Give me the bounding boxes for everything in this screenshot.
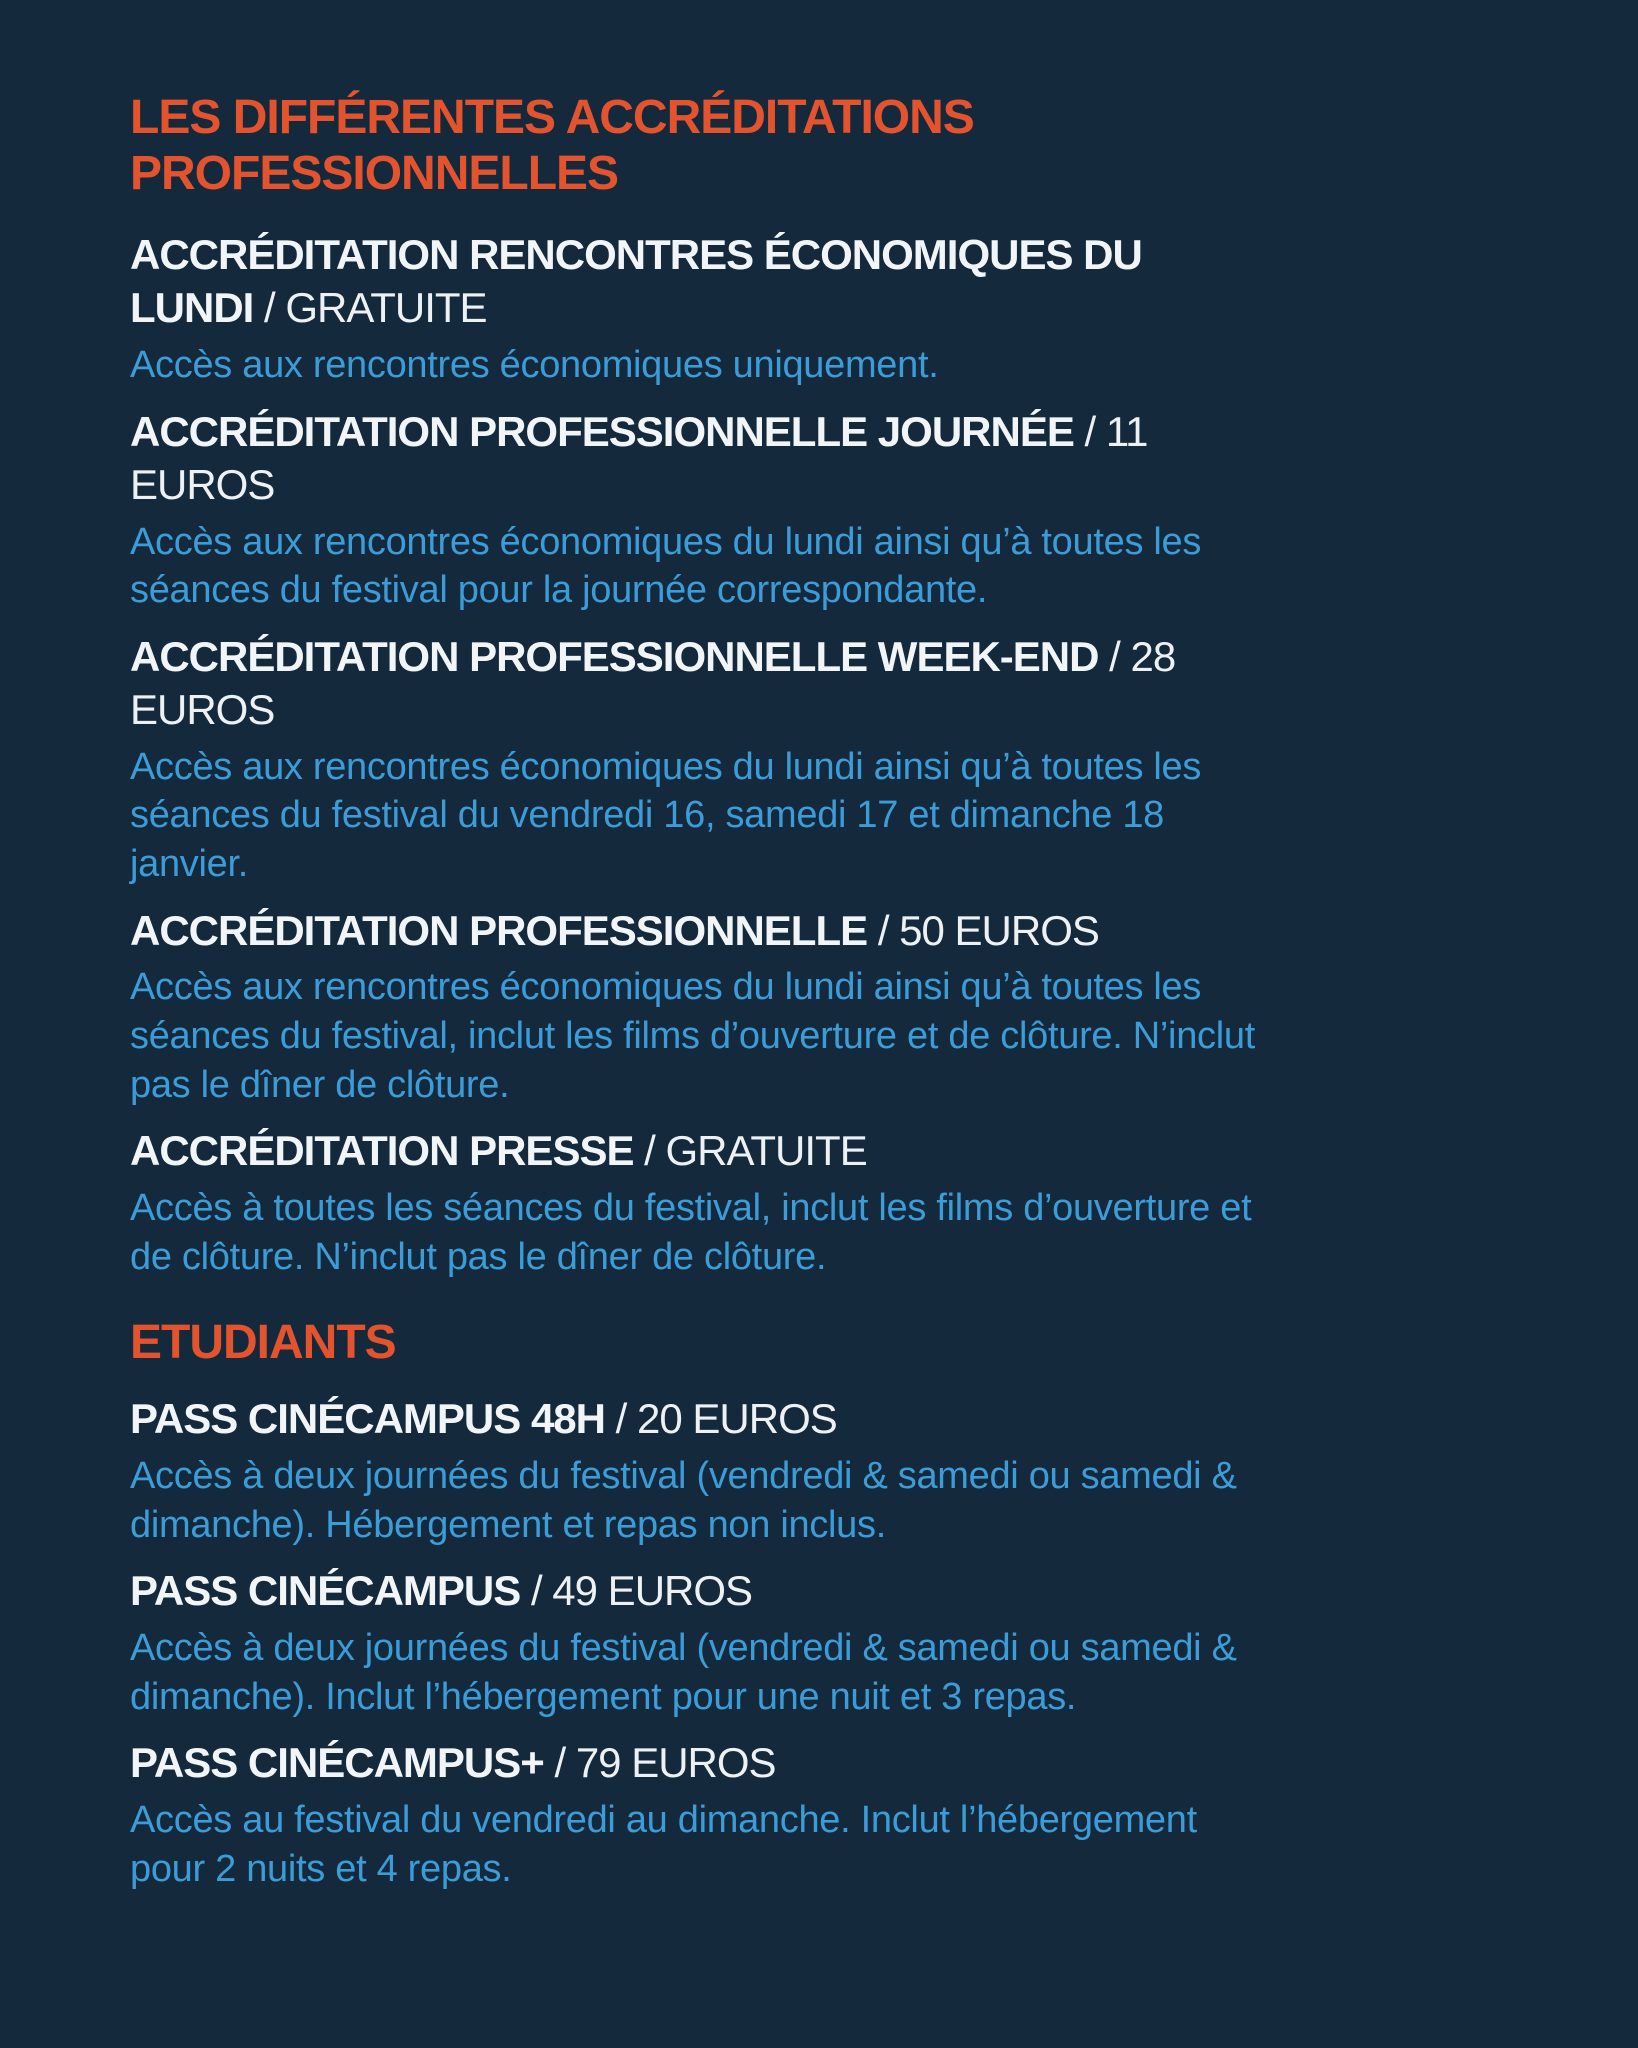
accreditation-price: / 11 EUROS <box>130 407 1148 508</box>
accreditation-price: / GRATUITE <box>264 284 487 332</box>
section-professional-accreditations <box>130 90 1578 1281</box>
accreditation-price: / 79 EUROS <box>554 1739 776 1787</box>
accreditation-name: ACCRÉDITATION PROFESSIONNELLE WEEK-END <box>130 632 1099 680</box>
accreditation-description: Accès aux rencontres économiques uniquement. <box>130 344 939 387</box>
accreditation-description: Accès à deux journées du festival (vendredi & samedi ou samedi & dimanche). Inclut l’hébergement pour une nuit et 3 repas. <box>130 1627 1237 1718</box>
section-heading: LES DIFFÉRENTES ACCRÉDITATIONS PROFESSIONNELLES <box>130 91 974 200</box>
accreditation-item <box>130 1125 1578 1281</box>
accreditation-description: Accès aux rencontres économiques du lundi ainsi qu’à toutes les séances du festival pour la journée correspondante. <box>130 520 1202 612</box>
accreditation-name: PASS CINÉCAMPUS 48H <box>130 1395 605 1443</box>
accreditation-description: Accès à toutes les séances du festival, inclut les films d’ouverture et de clôture. N’inclut pas le dîner de clôture. <box>130 1187 1252 1278</box>
accreditation-item <box>130 406 1578 615</box>
accreditation-price: / 20 EUROS <box>615 1395 837 1443</box>
accreditation-price: / 49 EUROS <box>530 1567 753 1615</box>
accreditation-title <box>130 1737 1190 1790</box>
accreditation-description: Accès à deux journées du festival (vendredi & samedi ou samedi & dimanche). Hébergement et repas non inclus. <box>130 1455 1237 1546</box>
section-students <box>130 1315 1578 1893</box>
accreditation-name: PASS CINÉCAMPUS+ <box>130 1739 544 1787</box>
accreditation-name: ACCRÉDITATION PROFESSIONNELLE <box>130 906 868 954</box>
accreditation-name: ACCRÉDITATION PRESSE <box>130 1127 634 1175</box>
accreditation-item <box>130 1393 1578 1549</box>
accreditation-title <box>130 631 1190 737</box>
accreditation-description: Accès aux rencontres économiques du lundi ainsi qu’à toutes les séances du festival, inclut les films d’ouverture et de clôture. N’inclut pas le dîner de clôture. <box>130 966 1255 1106</box>
accreditation-name: ACCRÉDITATION PROFESSIONNELLE JOURNÉE <box>130 407 1074 455</box>
accreditation-name: ACCRÉDITATION RENCONTRES ÉCONOMIQUES DU LUNDI <box>130 231 1142 332</box>
accreditation-name: PASS CINÉCAMPUS <box>130 1567 521 1615</box>
accreditation-title <box>130 1125 1190 1178</box>
accreditation-title <box>130 406 1190 512</box>
accreditation-item <box>130 905 1578 1110</box>
accreditation-price: / GRATUITE <box>644 1127 867 1175</box>
accreditation-title <box>130 1565 1190 1618</box>
accreditation-description: Accès au festival du vendredi au dimanche. Inclut l’hébergement pour 2 nuits et 4 repas. <box>130 1799 1197 1890</box>
accreditation-title <box>130 905 1190 958</box>
accreditation-price: / 28 EUROS <box>130 632 1176 733</box>
accreditation-description: Accès aux rencontres économiques du lundi ainsi qu’à toutes les séances du festival du vendredi 16, samedi 17 et dimanche 18 janvier. <box>130 745 1202 885</box>
accreditation-item <box>130 1737 1578 1893</box>
section-heading: ETUDIANTS <box>130 1316 396 1370</box>
accreditation-item <box>130 229 1578 389</box>
accreditation-price: / 50 EUROS <box>877 906 1099 954</box>
accreditation-title <box>130 1393 1190 1446</box>
accreditation-item <box>130 1565 1578 1721</box>
accreditation-item <box>130 631 1578 889</box>
accreditation-title <box>130 229 1190 335</box>
